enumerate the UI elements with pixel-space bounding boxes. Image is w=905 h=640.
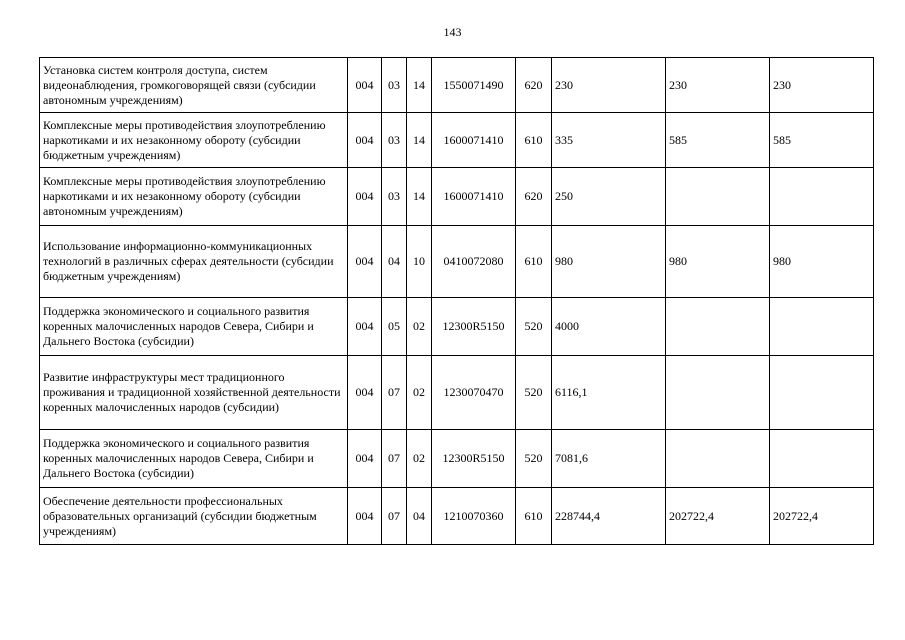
row-target-article-code: 1210070360	[432, 488, 516, 545]
page-number: 143	[443, 25, 462, 39]
row-amount-year3: 230	[770, 58, 874, 113]
row-amount-year2	[666, 430, 770, 488]
row-amount-year2: 585	[666, 113, 770, 168]
row-subsection-code: 14	[407, 168, 432, 226]
row-amount-year1: 4000	[552, 298, 666, 356]
row-amount-year1: 335	[552, 113, 666, 168]
row-expense-type-code: 620	[516, 168, 552, 226]
row-target-article-code: 1600071410	[432, 113, 516, 168]
row-target-article-code: 1230070470	[432, 356, 516, 430]
row-grbs-code: 004	[348, 356, 382, 430]
row-expense-type-code: 620	[516, 58, 552, 113]
row-description: Поддержка экономического и социального развития коренных малочисленных народов Севера, Сибири и Дальнего Востока (субсидии)	[40, 430, 348, 488]
table-row	[40, 430, 874, 488]
row-description: Развитие инфраструктуры мест традиционного проживания и традиционной хозяйственной деятельности коренных малочисленных народов (субсидии)	[40, 356, 348, 430]
row-description: Использование информационно-коммуникационных технологий в различных сферах деятельности (субсидии бюджетным учреждениям)	[40, 226, 348, 298]
row-expense-type-code: 610	[516, 488, 552, 545]
row-grbs-code: 004	[348, 488, 382, 545]
row-subsection-code: 14	[407, 58, 432, 113]
row-target-article-code: 1550071490	[432, 58, 516, 113]
row-expense-type-code: 610	[516, 226, 552, 298]
row-section-code: 07	[382, 430, 407, 488]
row-amount-year2	[666, 168, 770, 226]
row-amount-year3	[770, 168, 874, 226]
row-amount-year1: 228744,4	[552, 488, 666, 545]
row-section-code: 04	[382, 226, 407, 298]
row-subsection-code: 14	[407, 113, 432, 168]
row-amount-year3	[770, 430, 874, 488]
row-grbs-code: 004	[348, 58, 382, 113]
row-amount-year3: 202722,4	[770, 488, 874, 545]
row-target-article-code: 1600071410	[432, 168, 516, 226]
row-amount-year3	[770, 298, 874, 356]
row-subsection-code: 02	[407, 356, 432, 430]
row-amount-year2: 230	[666, 58, 770, 113]
row-amount-year2	[666, 356, 770, 430]
row-target-article-code: 12300R5150	[432, 430, 516, 488]
row-description: Обеспечение деятельности профессиональных образовательных организаций (субсидии бюджетным учреждениям)	[40, 488, 348, 545]
row-subsection-code: 02	[407, 430, 432, 488]
row-description: Комплексные меры противодействия злоупотреблению наркотиками и их незаконному обороту (субсидии автономным учреждениям)	[40, 168, 348, 226]
row-section-code: 03	[382, 58, 407, 113]
row-grbs-code: 004	[348, 226, 382, 298]
table-row	[40, 113, 874, 168]
row-description: Установка систем контроля доступа, систем видеонаблюдения, громкоговорящей связи (субсидии автономным учреждениям)	[40, 58, 348, 113]
row-amount-year3	[770, 356, 874, 430]
row-amount-year1: 6116,1	[552, 356, 666, 430]
row-amount-year2	[666, 298, 770, 356]
row-section-code: 07	[382, 356, 407, 430]
row-amount-year1: 7081,6	[552, 430, 666, 488]
row-section-code: 07	[382, 488, 407, 545]
row-amount-year3: 585	[770, 113, 874, 168]
row-section-code: 05	[382, 298, 407, 356]
table-row	[40, 226, 874, 298]
row-description: Поддержка экономического и социального развития коренных малочисленных народов Севера, Сибири и Дальнего Востока (субсидии)	[40, 298, 348, 356]
table-row	[40, 168, 874, 226]
row-subsection-code: 02	[407, 298, 432, 356]
row-grbs-code: 004	[348, 113, 382, 168]
table-row	[40, 356, 874, 430]
table-row	[40, 488, 874, 545]
row-amount-year2: 980	[666, 226, 770, 298]
row-grbs-code: 004	[348, 298, 382, 356]
row-subsection-code: 10	[407, 226, 432, 298]
row-target-article-code: 0410072080	[432, 226, 516, 298]
row-grbs-code: 004	[348, 430, 382, 488]
row-amount-year2: 202722,4	[666, 488, 770, 545]
row-subsection-code: 04	[407, 488, 432, 545]
budget-table	[39, 57, 874, 545]
row-expense-type-code: 520	[516, 298, 552, 356]
row-amount-year1: 980	[552, 226, 666, 298]
row-expense-type-code: 610	[516, 113, 552, 168]
table-row	[40, 298, 874, 356]
row-amount-year1: 250	[552, 168, 666, 226]
row-grbs-code: 004	[348, 168, 382, 226]
table-row	[40, 58, 874, 113]
row-section-code: 03	[382, 113, 407, 168]
row-expense-type-code: 520	[516, 430, 552, 488]
row-target-article-code: 12300R5150	[432, 298, 516, 356]
row-expense-type-code: 520	[516, 356, 552, 430]
row-section-code: 03	[382, 168, 407, 226]
row-amount-year3: 980	[770, 226, 874, 298]
row-description: Комплексные меры противодействия злоупотреблению наркотиками и их незаконному обороту (субсидии бюджетным учреждениям)	[40, 113, 348, 168]
row-amount-year1: 230	[552, 58, 666, 113]
